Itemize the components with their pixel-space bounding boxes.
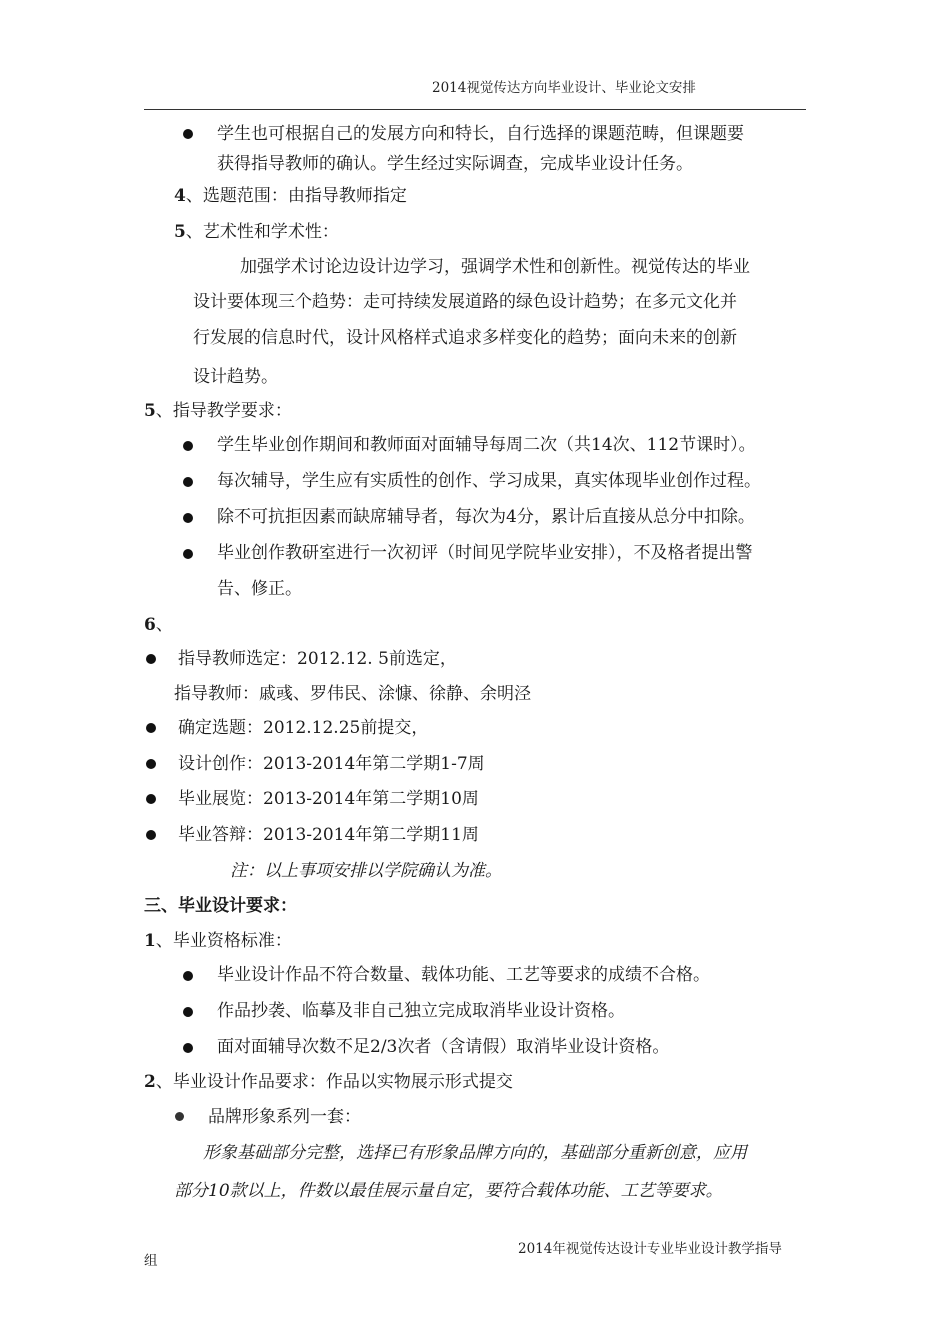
section-label: 、 bbox=[155, 615, 173, 635]
section-5-art-heading bbox=[174, 222, 339, 242]
section-number: 5 bbox=[174, 222, 186, 242]
section-number: 1 bbox=[144, 931, 156, 951]
list-item: 品牌形象系列一套： bbox=[208, 1107, 361, 1127]
section-number: 5 bbox=[144, 401, 156, 421]
paragraph-line: 学生也可根据自己的发展方向和特长，自行选择的课题范畴，但课题要 bbox=[217, 124, 744, 144]
section-number: 2 bbox=[144, 1072, 156, 1092]
subsection-2-heading bbox=[144, 1072, 513, 1092]
section-label: 、选题范围：由指导教师指定 bbox=[185, 186, 407, 206]
bullet-icon bbox=[183, 513, 193, 523]
paragraph-line: 行发展的信息时代，设计风格样式追求多样变化的趋势；面向未来的创新 bbox=[193, 328, 737, 348]
bullet-icon bbox=[183, 1043, 193, 1053]
schedule-item-continuation: 指导教师：戚彧、罗伟民、涂慷、徐静、余明泾 bbox=[174, 684, 531, 704]
bullet-icon bbox=[183, 971, 193, 981]
schedule-item: 毕业答辩：2013-2014年第二学期11周 bbox=[178, 825, 479, 845]
subsection-1-heading bbox=[144, 931, 292, 951]
paragraph-line: 设计趋势。 bbox=[193, 367, 278, 387]
bullet-icon bbox=[183, 129, 193, 139]
bullet-icon bbox=[183, 1007, 193, 1017]
list-item: 除不可抗拒因素而缺席辅导者，每次为4分，累计后直接从总分中扣除。 bbox=[217, 507, 755, 527]
bullet-icon bbox=[146, 723, 156, 733]
list-item: 学生毕业创作期间和教师面对面辅导每周二次（共14次、112节课时）。 bbox=[217, 435, 756, 455]
schedule-item: 毕业展览：2013-2014年第二学期10周 bbox=[178, 789, 479, 809]
list-item: 作品抄袭、临摹及非自己独立完成取消毕业设计资格。 bbox=[217, 1001, 625, 1021]
list-item: 毕业设计作品不符合数量、载体功能、工艺等要求的成绩不合格。 bbox=[217, 965, 710, 985]
page-footer-continuation: 组 bbox=[144, 1253, 158, 1269]
section-label: 、毕业资格标准： bbox=[155, 931, 292, 951]
section-label: 、指导教学要求： bbox=[155, 401, 292, 421]
list-item: 毕业创作教研室进行一次初评（时间见学院毕业安排），不及格者提出警 bbox=[217, 543, 753, 563]
paragraph-line: 部分10款以上，件数以最佳展示量自定，要符合载体功能、工艺等要求。 bbox=[174, 1181, 723, 1201]
bullet-icon bbox=[146, 794, 156, 804]
schedule-item: 指导教师选定：2012.12. 5前选定， bbox=[178, 649, 457, 669]
bullet-icon bbox=[146, 830, 156, 840]
list-item: 每次辅导，学生应有实质性的创作、学习成果，真实体现毕业创作过程。 bbox=[217, 471, 761, 491]
section-6-heading bbox=[144, 615, 173, 635]
schedule-item: 设计创作：2013-2014年第二学期1-7周 bbox=[178, 754, 485, 774]
bullet-icon bbox=[183, 549, 193, 559]
schedule-item: 确定选题：2012.12.25前提交， bbox=[178, 718, 429, 738]
bullet-icon bbox=[183, 477, 193, 487]
section-4-heading bbox=[174, 186, 407, 206]
bullet-icon bbox=[146, 654, 156, 664]
bullet-icon bbox=[175, 1112, 184, 1121]
section-number: 6 bbox=[144, 615, 156, 635]
list-item: 面对面辅导次数不足2/3次者（含请假）取消毕业设计资格。 bbox=[217, 1037, 670, 1057]
section-number: 4 bbox=[174, 186, 186, 206]
paragraph-line: 形象基础部分完整，选择已有形象品牌方向的，基础部分重新创意，应用 bbox=[203, 1143, 747, 1163]
page-footer: 2014年视觉传达设计专业毕业设计教学指导 bbox=[518, 1241, 782, 1257]
paragraph-line: 加强学术讨论边设计边学习，强调学术性和创新性。视觉传达的毕业 bbox=[240, 257, 750, 277]
paragraph-line: 设计要体现三个趋势：走可持续发展道路的绿色设计趋势；在多元文化并 bbox=[193, 292, 737, 312]
page-header: 2014视觉传达方向毕业设计、毕业论文安排 bbox=[432, 80, 696, 96]
header-divider bbox=[144, 109, 806, 110]
paragraph-line: 获得指导教师的确认。学生经过实际调查，完成毕业设计任务。 bbox=[217, 154, 693, 174]
section-3-heading: 三、毕业设计要求： bbox=[144, 896, 297, 916]
list-item-continuation: 告、修正。 bbox=[217, 579, 302, 599]
bullet-icon bbox=[183, 441, 193, 451]
bullet-icon bbox=[146, 759, 156, 769]
section-5-guidance-heading bbox=[144, 401, 292, 421]
section-label: 、毕业设计作品要求：作品以实物展示形式提交 bbox=[155, 1072, 513, 1092]
section-label: 、艺术性和学术性： bbox=[185, 222, 339, 242]
schedule-note: 注：以上事项安排以学院确认为准。 bbox=[230, 861, 502, 881]
